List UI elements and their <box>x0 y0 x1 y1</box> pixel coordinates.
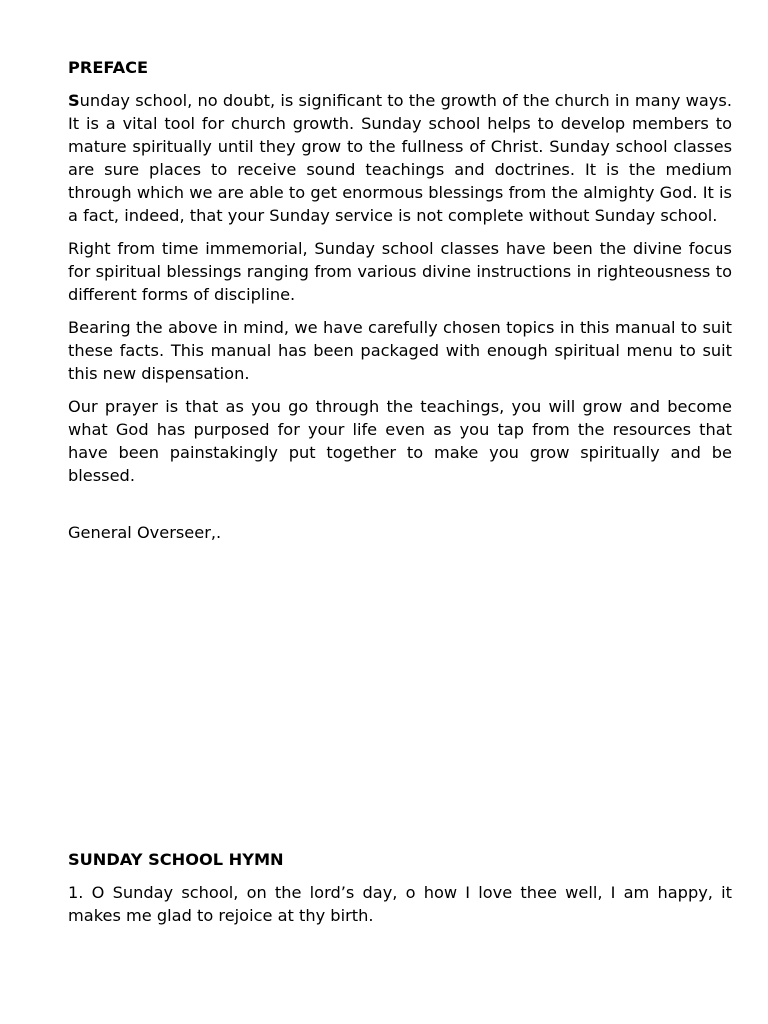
preface-paragraph-1-text: unday school, no doubt, is significant to the growth of the church in many ways. It is a vital tool for church growth. Sunday school helps to develop members to mature spiritually until they grow to the fullness of Christ. Sunday school classes are sure places to receive sound teachings and doctrines. It is the medium through which we are able to get enormous blessings from the almighty God. It is a fact, indeed, that your Sunday service is not complete without Sunday school. <box>68 91 732 225</box>
drop-letter: S <box>68 91 80 110</box>
hymn-section <box>68 848 732 937</box>
preface-paragraph-2: Right from time immemorial, Sunday school classes have been the divine focus for spiritual blessings ranging from various divine instructions in righteousness to different forms of discipline. <box>68 239 732 304</box>
signature-line: General Overseer,. <box>68 523 222 542</box>
preface-paragraph-1 <box>68 89 732 227</box>
preface-section <box>68 56 732 544</box>
preface-paragraph-4: Our prayer is that as you go through the teachings, you will grow and become what God has purposed for your life even as you tap from the resources that have been painstakingly put together to make you grow spiritually and be blessed. <box>68 397 732 485</box>
preface-heading: PREFACE <box>68 58 149 77</box>
preface-paragraph-3: Bearing the above in mind, we have carefully chosen topics in this manual to suit these facts. This manual has been packaged with enough spiritual menu to suit this new dispensation. <box>68 318 732 383</box>
hymn-verse-1: 1. O Sunday school, on the lord’s day, o how I love thee well, I am happy, it makes me glad to rejoice at thy birth. <box>68 883 732 925</box>
hymn-heading: SUNDAY SCHOOL HYMN <box>68 850 284 869</box>
